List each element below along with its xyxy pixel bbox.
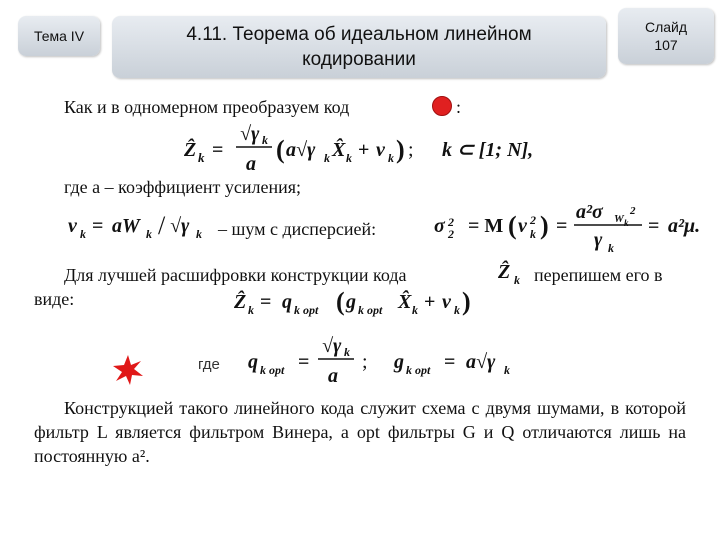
- svg-text:a²σ: a²σ: [576, 201, 603, 223]
- svg-text:k: k: [196, 227, 202, 241]
- svg-text:2: 2: [448, 215, 454, 229]
- conclusion-paragraph: Конструкцией такого линейного кода служит схема с двумя шумами, в которой фильтр L является фильтром Винера, а opt фильтры G и Q отличаются лишь на постоянную a².: [34, 398, 686, 466]
- formula-z-hat-inline: [496, 256, 532, 286]
- svg-text:): ): [540, 211, 549, 240]
- svg-text:k: k: [80, 227, 86, 241]
- noise-label: – шум с дисперсией:: [218, 219, 377, 239]
- svg-text:k: k: [504, 363, 510, 377]
- svg-text:+: +: [358, 139, 370, 161]
- svg-text:2: 2: [530, 213, 536, 227]
- svg-text:γ: γ: [594, 229, 603, 251]
- svg-text:(: (: [508, 211, 517, 240]
- svg-text:a: a: [246, 153, 256, 175]
- svg-text:;: ;: [408, 139, 414, 161]
- svg-text:√γ: √γ: [240, 123, 260, 145]
- svg-text:k opt: k opt: [406, 363, 431, 377]
- svg-text:√γ: √γ: [170, 215, 190, 237]
- svg-text:=: =: [260, 291, 272, 313]
- svg-text:√γ: √γ: [322, 335, 342, 357]
- slide-number-tab: [618, 8, 714, 64]
- intro-colon: :: [456, 97, 462, 117]
- svg-text:k: k: [514, 273, 520, 286]
- svg-text:Ẑ: Ẑ: [184, 139, 197, 161]
- form-line: виде:: [34, 289, 75, 309]
- svg-text:q: q: [282, 291, 292, 313]
- svg-text:a²μ.: a²μ.: [668, 215, 701, 237]
- svg-text:2: 2: [630, 205, 636, 217]
- svg-text:g: g: [394, 351, 404, 373]
- topic-label: Тема IV: [33, 28, 85, 44]
- svg-text:=: =: [648, 215, 660, 237]
- svg-text:;: ;: [362, 351, 368, 373]
- svg-text:g: g: [346, 291, 356, 313]
- svg-text:2: 2: [448, 227, 454, 241]
- where-label: где: [198, 356, 220, 373]
- svg-text:ν: ν: [68, 215, 77, 237]
- svg-text:k: k: [324, 151, 330, 165]
- svg-text:k: k: [248, 303, 254, 317]
- svg-text:k ⊂ [1; N],: k ⊂ [1; N],: [442, 139, 534, 161]
- svg-text:X̂: X̂: [332, 139, 346, 161]
- decode-line: Для лучшей расшифровки конструкции кода: [64, 265, 407, 285]
- svg-text:k: k: [608, 241, 614, 255]
- svg-text:aW: aW: [112, 215, 140, 237]
- topic-tab: [18, 16, 100, 56]
- formula-q-g-opt: [244, 330, 544, 390]
- svg-text:): ): [396, 135, 405, 164]
- svg-text:(: (: [276, 135, 285, 164]
- svg-text:k: k: [262, 133, 268, 147]
- svg-text:k: k: [388, 151, 394, 165]
- svg-text:k: k: [454, 303, 460, 317]
- star-marker-icon: [112, 354, 144, 386]
- slide-number: Слайд 107: [644, 19, 688, 53]
- svg-text:ν: ν: [442, 291, 451, 313]
- svg-text:k: k: [344, 345, 350, 359]
- svg-text:k: k: [346, 151, 352, 165]
- svg-text:=: =: [212, 139, 224, 161]
- formula-z-hat-opt: [230, 284, 510, 320]
- slide-title-box: [112, 16, 606, 78]
- svg-text:=: =: [92, 215, 104, 237]
- svg-text:Ẑ: Ẑ: [234, 291, 247, 313]
- svg-text:a: a: [328, 365, 338, 387]
- svg-text:a√γ: a√γ: [286, 139, 316, 161]
- svg-text:k: k: [198, 150, 205, 165]
- svg-text:=: =: [556, 215, 568, 237]
- svg-text:k: k: [146, 227, 152, 241]
- svg-text:= M: = M: [468, 215, 504, 237]
- svg-text:=: =: [298, 351, 310, 373]
- svg-text:q: q: [248, 351, 258, 373]
- svg-text:ν: ν: [518, 215, 527, 237]
- svg-text:(: (: [336, 287, 345, 316]
- gain-line: где a – коэффициент усиления;: [64, 177, 302, 197]
- svg-text:k opt: k opt: [260, 363, 285, 377]
- svg-text:k: k: [530, 227, 536, 241]
- red-dot-marker: [432, 96, 452, 116]
- svg-text:ν: ν: [376, 139, 385, 161]
- svg-text:=: =: [444, 351, 456, 373]
- svg-text:+: +: [424, 291, 436, 313]
- svg-text:a√γ: a√γ: [466, 351, 496, 373]
- svg-text:k opt: k opt: [358, 303, 383, 317]
- svg-text:k opt: k opt: [294, 303, 319, 317]
- svg-text:): ): [462, 287, 471, 316]
- formula-z-hat: [180, 118, 540, 178]
- svg-text:Ẑ: Ẑ: [498, 261, 511, 283]
- svg-text:k: k: [624, 218, 629, 228]
- svg-text:/: /: [158, 211, 166, 240]
- slide-title: 4.11. Теорема об идеальном линейном кодировании: [186, 24, 532, 70]
- svg-text:k: k: [412, 303, 418, 317]
- svg-text:X̂: X̂: [398, 291, 412, 313]
- formula-noise: [64, 200, 704, 260]
- rewrite-line: перепишем его в: [534, 265, 663, 285]
- svg-text:σ: σ: [434, 215, 445, 237]
- intro-line: Как и в одномерном преобразуем код: [64, 97, 350, 117]
- svg-text:W: W: [614, 213, 624, 225]
